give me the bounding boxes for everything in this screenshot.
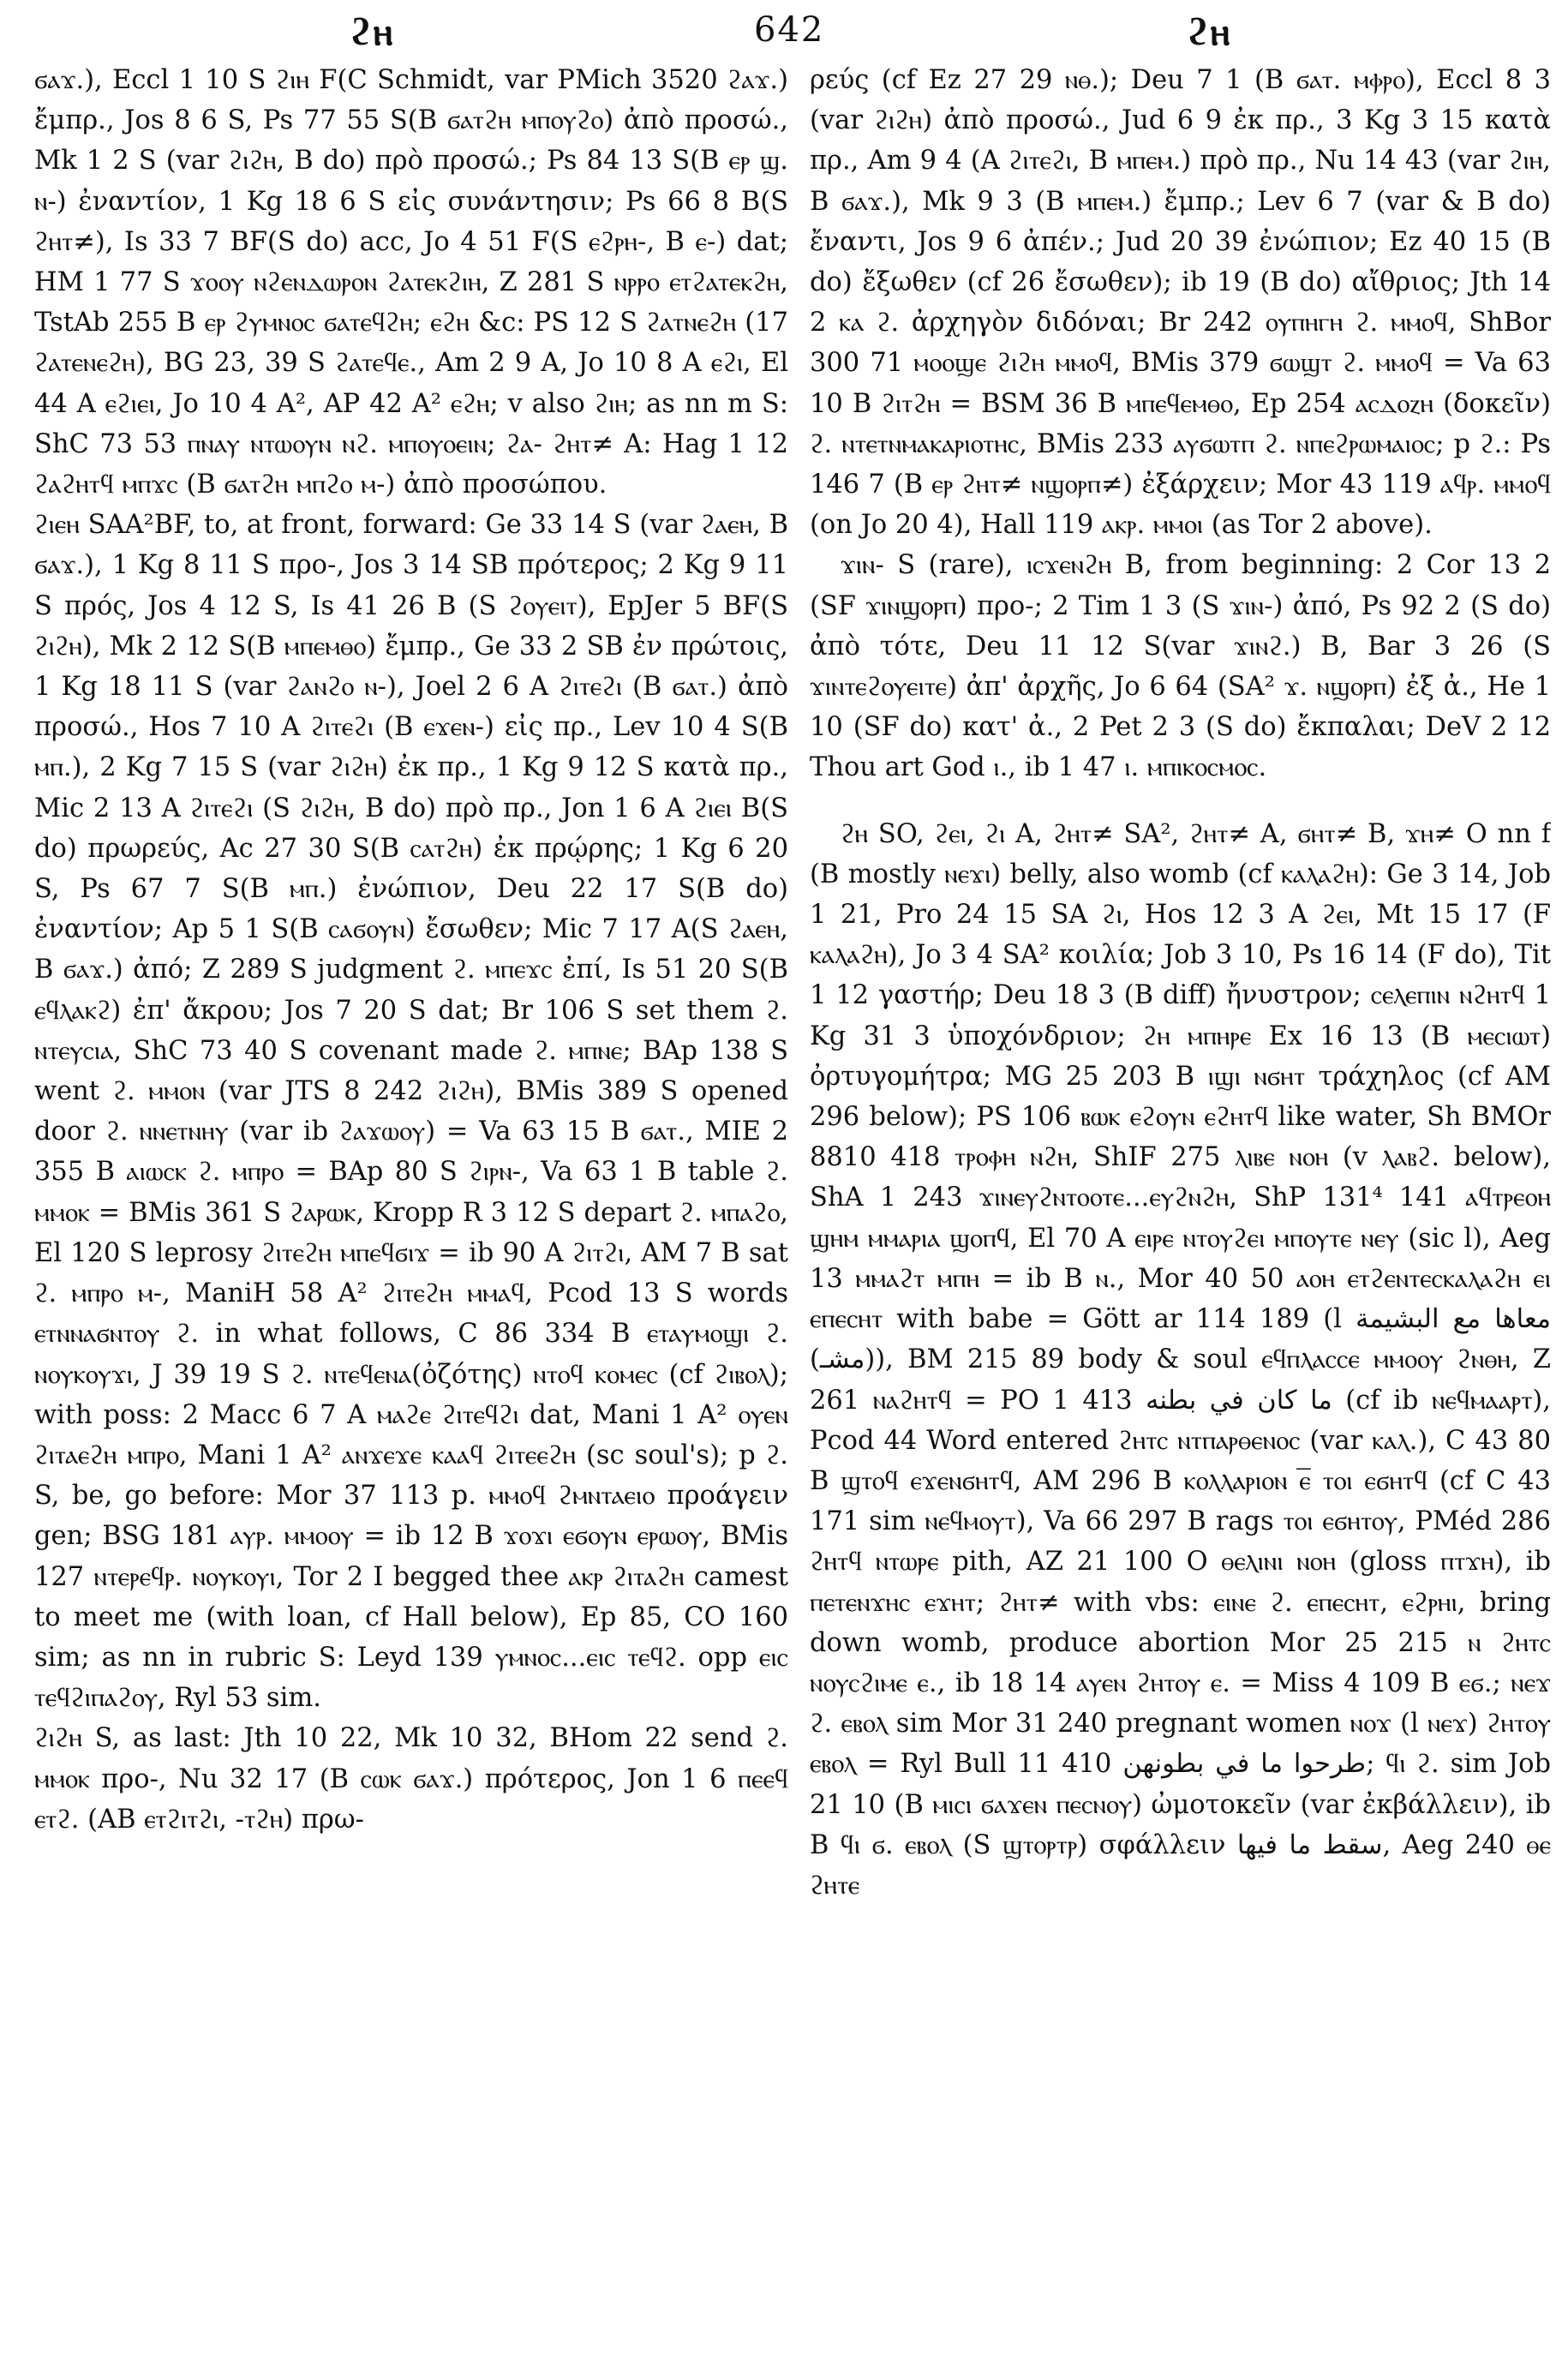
entry-hihe: ϩⲓϩⲏ S, as last: Jth 10 22, Mk 10 32, BHom 22 send ϩ. ⲙⲙⲟⲕ προ-, Nu 32 17 (B ⲥⲱⲕ ϭⲁϫ.) πρότερος, Jon 1 6 ⲡⲉⲉϥ ⲉⲧϩ. (AB ⲉⲧϩⲓⲧϩⲓ, -ⲧϩⲏ) πρω- (34, 1723, 788, 1835)
running-head-right: ϩⲏ (1187, 10, 1232, 54)
entry-jin: ϫⲓⲛ- S (rare), ⲓⲥϫⲉⲛϩⲏ B, from beginning: 2 Cor 13 2 (SF ϫⲓⲛϣⲟⲣⲡ) προ-; 2 Tim 1 3 (S ϫⲓⲛ-) ἀπό, Ps 92 2 (S do) ἀπὸ τότε, Deu 11 12 S(var ϫⲓⲛϩ.) B, Bar 3 26 (S ϫⲓⲛⲧⲉϩⲟⲩⲉⲓⲧⲉ) ἀπ' ἀρχῆς, Jo 6 64 (SA² ϫ. ⲛϣⲟⲣⲡ) ἐξ ἀ., He 1 10 (SF do) κατ' ἀ., 2 Pet 2 3 (S do) ἔκπαλαι; DeV 2 12 Thou art God ⲓ., ib 1 47 ⲓ. ⲙⲡⲓⲕⲟⲥⲙⲟⲥ. (810, 550, 1551, 783)
entry-continuation-right: ρεύς (cf Ez 27 29 ⲛⲑ.); Deu 7 1 (B ϭⲁⲧ. ⲙⲫⲣⲟ), Eccl 8 3 (var ϩⲓϩⲏ) ἀπὸ προσώ., Jud 6 9 ἐκ πρ., 3 Kg 3 15 κατὰ πρ., Am 9 4 (A ϩⲓⲧⲉϩⲓ, B ⲙⲡⲉⲙ.) πρὸ πρ., Nu 14 43 (var ϩⲓⲏ, B ϭⲁϫ.), Mk 9 3 (B ⲙⲡⲉⲙ.) ἔμπρ.; Lev 6 7 (var & B do) ἔναντι, Jos 9 6 ἀπέν.; Jud 20 39 ἐνώπιον; Ez 40 15 (B do) ἔξωθεν (cf 26 ἔσωθεν); ib 19 (B do) αἴθριος; Jth 14 2 ⲕⲁ ϩ. ἀρχηγὸν διδόναι; Br 242 ⲟⲩⲡⲏⲅⲏ ϩ. ⲙⲙⲟϥ, ShBor 300 71 ⲙⲟⲟϣⲉ ϩⲓϩⲏ ⲙⲙⲟϥ, BMis 379 ϭⲱϣⲧ ϩ. ⲙⲙⲟϥ = Va 63 10 B ϩⲓⲧϩⲏ = BSM 36 B ⲙⲡⲉϥⲉⲙⲑⲟ, Ep 254 ⲁⲥⲇⲟⲍⲏ (δοκεῖν) ϩ. ⲛⲧⲉⲧⲛⲙⲁⲕⲁⲣⲓⲟⲧⲏⲥ, BMis 233 ⲁⲩϭⲱⲧⲡ ϩ. ⲛⲡⲉϩⲣⲱⲙⲁⲓⲟⲥ; p ϩ.: Ps 146 7 (B ⲉⲣ ϩⲏⲧ≠ ⲛϣⲟⲣⲡ≠) ἐξάρχειν; Mor 43 119 ⲁϥⲣ. ⲙⲙⲟϥ (on Jo 20 4), Hall 119 ⲁⲕⲣ. ⲙⲙⲟⲓ (as Tor 2 above). (810, 65, 1551, 541)
entry-continuation: ϭⲁϫ.), Eccl 1 10 S ϩⲓⲏ F(C Schmidt, var PMich 3520 ϩⲁϫ.) ἔμπρ., Jos 8 6 S, Ps 77 55 S(B ϭⲁⲧϩⲏ ⲙⲡⲟⲩϩⲟ) ἀπὸ προσώ., Mk 1 2 S (var ϩⲓϩⲏ, B do) πρὸ προσώ.; Ps 84 13 S(B ⲉⲣ ϣ. ⲛ-) ἐναντίον, 1 Kg 18 6 S εἰς συνάντησιν; Ps 66 8 B(S ϩⲏⲧ≠), Is 33 7 BF(S do) acc, Jo 4 51 F(S ⲉϩⲣⲏ-, B ⲉ-) dat; HM 1 77 S ϫⲟⲟⲩ ⲛϩⲉⲛⲇⲱⲣⲟⲛ ϩⲁⲧⲉⲕϩⲓⲏ, Z 281 S ⲛⲣⲣⲟ ⲉⲧϩⲁⲧⲉⲕϩⲏ, TstAb 255 B ⲉⲣ ϩⲩⲙⲛⲟⲥ ϭⲁⲧⲉϥϩⲏ; ⲉϩⲏ &c: PS 12 S ϩⲁⲧⲛⲉϩⲏ (17 ϩⲁⲧⲉⲛⲉϩⲏ), BG 23, 39 S ϩⲁⲧⲉϥⲉ., Am 2 9 A, Jo 10 8 A ⲉϩⲓ, El 44 A ⲉϩⲓⲉⲓ, Jo 10 4 A², AP 42 A² ⲉϩⲏ; v also ϩⲓⲏ; as nn m S: ShC 73 53 ⲡⲛⲁⲩ ⲛⲧⲱⲟⲩⲛ ⲛϩ. ⲙⲡⲟⲩⲟⲉⲓⲛ; ϩⲁ- ϩⲏⲧ≠ A: Hag 1 12 ϩⲁϩⲏⲧϥ ⲙⲡϫⲥ (B ϭⲁⲧϩⲏ ⲙⲡϩⲟ ⲙ-) ἀπὸ προσώπου. (34, 65, 788, 500)
entry-he-belly: ϩⲏ SO, ϩⲉⲓ, ϩⲓ A, ϩⲏⲧ≠ SA², ϩⲏⲧ≠ A, ϭⲏⲧ≠ B, ϫⲏ≠ O nn f (B mostly ⲛⲉϫⲓ) belly, also womb (cf ⲕⲁⲗⲁϩⲏ): Ge 3 14, Job 1 21, Pro 24 15 SA ϩⲓ, Hos 12 3 A ϩⲉⲓ, Mt 15 17 (F ⲕⲁⲗⲁϩⲏ), Jo 3 4 SA² κοιλία; Job 3 10, Ps 16 14 (F do), Tit 1 12 γαστήρ; Deu 18 3 (B diff) ἤνυστρον; ⲥⲉⲗⲉⲡⲓⲛ ⲛϩⲏⲧϥ 1 Kg 31 3 ὑποχόνδριον; ϩⲏ ⲙⲡⲏⲣⲉ Ex 16 13 (B ⲙⲉⲥⲓⲱⲧ) ὀρτυγομήτρα; MG 25 203 B ⲓϣⲓ ⲛϭⲏⲧ τράχηλος (cf AM 296 below); PS 106 ⲃⲱⲕ ⲉϩⲟⲩⲛ ⲉϩⲏⲧϥ like water, Sh BMOr 8810 418 ⲧⲣⲟⲫⲏ ⲛϩⲏ, ShIF 275 ⲗⲓⲃⲉ ⲛⲟⲏ (v ⲗⲁⲃϩ. below), ShA 1 243 ϫⲓⲛⲉⲩϩⲛⲧⲟⲟⲧⲉ...ⲉⲩϩⲛϩⲏ, ShP 131⁴ 141 ⲁϥⲧⲣⲉⲟⲏ ϣⲏⲙ ⲙⲙⲁⲣⲓⲁ ϣⲟⲡϥ, El 70 A ⲉⲓⲣⲉ ⲛⲧⲟⲩϩⲉⲓ ⲙⲡⲟⲩⲧⲉ ⲛⲉⲩ (sic l), Aeg 13 ⲙⲙⲁϩⲧ ⲙⲡⲏ = ib B ⲛ., Mor 40 50 ⲁⲟⲏ ⲉⲧϩⲉⲛⲧⲉⲥⲕⲁⲗⲁϩⲏ ⲉⲓ ⲉⲡⲉⲥⲏⲧ with babe = Gött ar 114 189 (l معاها مع البشيمة (مشـ)), BM 215 89 body & soul ⲉϥⲡⲗⲁⲥⲥⲉ ⲙⲙⲟⲟⲩ ϩⲛⲑⲏ, Z 261 ⲛⲁϩⲏⲧϥ = PO 1 413 ما كان في بطنه (cf ib ⲛⲉϥⲙⲁⲁⲣⲧ), Pcod 44 Word entered ϩⲏⲧⲥ ⲛⲧⲡⲁⲣⲑⲉⲛⲟⲥ (var ⲕⲁⲗ.), C 43 80 B ϣⲧⲟϥ ⲉϫⲉⲛϭⲏⲧϥ, AM 296 B ⲕⲟⲗⲗⲁⲣⲓⲟⲛ ⲉ̅ ⲧⲟⲓ ⲉϭⲏⲧϥ (cf C 43 171 sim ⲛⲉϥⲙⲟⲩⲧ), Va 66 297 B rags ⲧⲟⲓ ⲉϭⲏⲧⲟⲩ, PMéd 286 ϩⲏⲧϥ ⲛⲧⲱⲣⲉ pith, AZ 21 100 O ⲑⲉⲗⲓⲛⲓ ⲛⲟⲏ (gloss ⲡⲧϫⲏ), ib ⲡⲉⲧⲉⲛϫⲏⲥ ⲉϫⲏⲧ; ϩⲏⲧ≠ with vbs: ⲉⲓⲛⲉ ϩ. ⲉⲡⲉⲥⲏⲧ, ⲉϩⲣⲏⲓ, bring down womb, produce abortion Mor 25 215 ⲛ ϩⲏⲧⲥ ⲛⲟⲩⲥϩⲓⲙⲉ ⲉ., ib 18 14 ⲁⲩⲉⲛ ϩⲏⲧⲟⲩ ⲉ. = Miss 4 109 B ⲉϭ.; ⲛⲉϫ ϩ. ⲉⲃⲟⲗ sim Mor 31 240 pregnant women ⲛⲟϫ (l ⲛⲉϫ) ϩⲏⲧⲟⲩ ⲉⲃⲟⲗ = Ryl Bull 11 410 طرحوا ما في بطونهن; ϥⲓ ϩ. sim Job 21 10 (B ⲙⲓⲥⲓ ϭⲁϫⲉⲛ ⲡⲉⲥⲛⲟⲩ) ὠμοτοκεῖν (var ἐκβάλλειν), ib B ϥⲓ ϭ. ⲉⲃⲟⲗ (S ϣⲧⲟⲣⲧⲣ) σφάλλειν سقط ما فيها, Aeg 240 ⲑⲉ ϩⲏⲧⲉ (810, 818, 1551, 1901)
entry-hiee: ϩⲓⲉⲏ SAA²BF, to, at front, forward: Ge 33 14 S (var ϩⲁⲉⲏ, B ϭⲁϫ.), 1 Kg 8 11 S προ-, Jos 3 14 SB πρότερος; 2 Kg 9 11 S πρός, Jos 4 12 S, Is 41 26 B (S ϩⲟⲩⲉⲓⲧ), EpJer 5 BF(S ϩⲓϩⲏ), Mk 2 12 S(B ⲙⲡⲉⲙⲑⲟ) ἔμπρ., Ge 33 2 SB ἐν πρώτοις, 1 Kg 18 11 S (var ϩⲁⲛϩⲟ ⲛ-), Joel 2 6 A ϩⲓⲧⲉϩⲓ (B ϭⲁⲧ.) ἀπὸ προσώ., Hos 7 10 A ϩⲓⲧⲉϩⲓ (B ⲉϫⲉⲛ-) εἰς πρ., Lev 10 4 S(B ⲙⲡ.), 2 Kg 7 15 S (var ϩⲓϩⲏ) ἐκ πρ., 1 Kg 9 12 S κατὰ πρ., Mic 2 13 A ϩⲓⲧⲉϩⲓ (S ϩⲓϩⲏ, B do) πρὸ πρ., Jon 1 6 A ϩⲓⲉⲓ B(S do) πρωρεύς, Ac 27 30 S(B ⲥⲁⲧϩⲏ) ἐκ πρῴρης; 1 Kg 6 20 S, Ps 67 7 S(B ⲙⲡ.) ἐνώπιον, Deu 22 17 S(B do) ἐναντίον; Ap 5 1 S(B ⲥⲁϭⲟⲩⲛ) ἔσωθεν; Mic 7 17 A(S ϩⲁⲉⲏ, B ϭⲁϫ.) ἀπό; Z 289 S judgment ϩ. ⲙⲡⲉϫⲥ ἐπί, Is 51 20 S(B ⲉϥⲗⲁⲕϩ) ἐπ' ἄκρου; Jos 7 20 S dat; Br 106 S set them ϩ. ⲛⲧⲉⲩⲥⲓⲁ, ShC 73 40 S covenant made ϩ. ⲙⲡⲛⲉ; BAp 138 S went ϩ. ⲙⲙⲟⲛ (var JTS 8 242 ϩⲓϩⲏ), BMis 389 S opened door ϩ. ⲛⲛⲉⲧⲛⲏⲩ (var ib ϩⲁϫⲱⲟⲩ) = Va 63 15 B ϭⲁⲧ., MIE 2 355 B ⲁⲓⲱⲥⲕ ϩ. ⲙⲡⲣⲟ = BAp 80 S ϩⲓⲣⲛ-, Va 63 1 B table ϩ. ⲙⲙⲟⲕ = BMis 361 S ϩⲁⲣⲱⲕ, Kropp R 3 12 S depart ϩ. ⲙⲡⲁϩⲟ, El 120 S leprosy ϩⲓⲧⲉϩⲏ ⲙⲡⲉϥϭⲓϫ = ib 90 A ϩⲓⲧϩⲓ, AM 7 B sat ϩ. ⲙⲡⲣⲟ ⲙ-, ManiH 58 A² ϩⲓⲧⲉϩⲏ ⲙⲙⲁϥ, Pcod 13 S words ⲉⲧⲛⲛⲁϭⲛⲧⲟⲩ ϩ. in what follows, C 86 334 B ⲉⲧⲁⲩⲙⲟϣⲓ ϩ. ⲛⲟⲩⲕⲟⲩϫⲓ, J 39 19 S ϩ. ⲛⲧⲉϥⲉⲛⲁ(ὀζότης) ⲛⲧⲟϥ ⲕⲟⲙⲉⲥ (cf ϩⲓⲃⲟⲗ); with poss: 2 Macc 6 7 A ⲙⲁϩⲉ ϩⲓⲧⲉϥϩⲓ dat, Mani 1 A² ⲟⲩⲉⲛ ϩⲓⲧⲁⲉϩⲏ ⲙⲡⲣⲟ, Mani 1 A² ⲁⲛϫⲉϫⲉ ⲕⲁⲁϥ ϩⲓⲧⲉⲉϩⲏ (sc soul's); p ϩ. S, be, go before: Mor 37 113 p. ⲙⲙⲟϥ ϩⲙⲛⲧⲁⲉⲓⲟ προάγειν gen; BSG 181 ⲁⲩⲣ. ⲙⲙⲟⲟⲩ = ib 12 B ϫⲟϫⲓ ⲉϭⲟⲩⲛ ⲉⲣⲱⲟⲩ, BMis 127 ⲛⲧⲉⲣⲉϥⲣ. ⲛⲟⲩⲕⲟⲩⲓ, Tor 2 I begged thee ⲁⲕⲣ ϩⲓⲧⲁϩⲏ camest to meet me (with loan, cf Hall below), Ep 85, CO 160 sim; as nn in rubric S: Leyd 139 ⲩⲙⲛⲟⲥ...ⲉⲓⲥ ⲧⲉϥϩ. opp ⲉⲓⲥ ⲧⲉϥϩⲓⲡⲁϩⲟⲩ, Ryl 53 sim. (34, 510, 788, 1714)
left-column (34, 60, 788, 2356)
page-number: 642 (754, 10, 825, 50)
running-head-left: ϩⲏ (350, 10, 395, 54)
right-column (810, 60, 1551, 2356)
